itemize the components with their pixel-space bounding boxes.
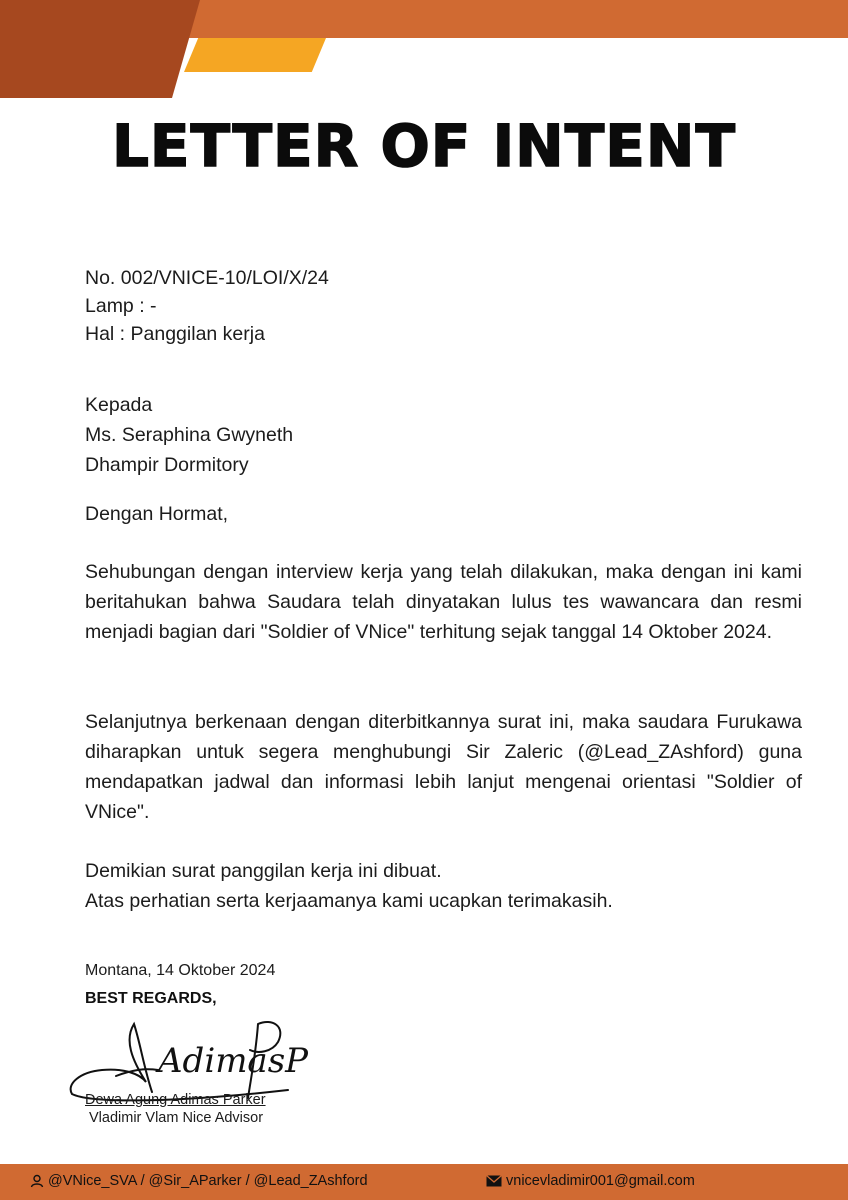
letter-title: LETTER OF INTENT — [111, 112, 737, 180]
header-accent-shape — [184, 38, 326, 72]
closing-line-2: Atas perhatian serta kerjaamanya kami ucapkan terimakasih. — [85, 890, 613, 912]
best-regards: BEST REGARDS, — [85, 990, 217, 1007]
signer-role: Vladimir Vlam Nice Advisor — [89, 1110, 264, 1126]
closing-line-1: Demikian surat panggilan kerja ini dibuat. — [85, 860, 442, 882]
recipient-to: Kepada — [85, 394, 153, 416]
envelope-icon — [486, 1175, 502, 1187]
footer-email — [486, 1173, 695, 1189]
body-paragraph-1: Sehubungan dengan interview kerja yang telah dilakukan, maka dengan ini kami beritahukan bahwa Saudara telah dinyatakan lulus tes wawancara dan resmi menjadi bagian dari "Soldier of VNice" terhitung sejak tanggal 14 Oktober 2024. — [85, 561, 802, 643]
place-date: Montana, 14 Oktober 2024 — [85, 962, 276, 979]
greeting: Dengan Hormat, — [85, 503, 229, 525]
recipient-address: Dhampir Dormitory — [85, 454, 249, 476]
signature-text: AdimasP — [158, 1041, 309, 1081]
letter-attachment: Lamp : - — [85, 295, 157, 317]
letter-number: No. 002/VNICE-10/LOI/X/24 — [85, 267, 329, 289]
footer-social — [30, 1173, 368, 1189]
email-link[interactable]: vnicevladimir001@gmail.com — [506, 1173, 695, 1189]
user-icon — [30, 1174, 44, 1188]
social-handles: @VNice_SVA / @Sir_AParker / @Lead_ZAshford — [48, 1173, 368, 1189]
recipient-name: Ms. Seraphina Gwyneth — [85, 424, 294, 446]
letter-subject: Hal : Panggilan kerja — [85, 323, 265, 345]
body-paragraph-2: Selanjutnya berkenaan dengan diterbitkannya surat ini, maka saudara Furukawa diharapkan untuk segera menghubungi Sir Zaleric (@Lead_ZAshford) guna mendapatkan jadwal dan informasi lebih lanjut mengenai orientasi "Soldier of VNice". — [85, 711, 802, 823]
signer-name: Dewa Agung Adimas Parker — [85, 1092, 266, 1108]
header-dark-shape — [0, 0, 200, 98]
footer-band — [0, 1164, 848, 1200]
